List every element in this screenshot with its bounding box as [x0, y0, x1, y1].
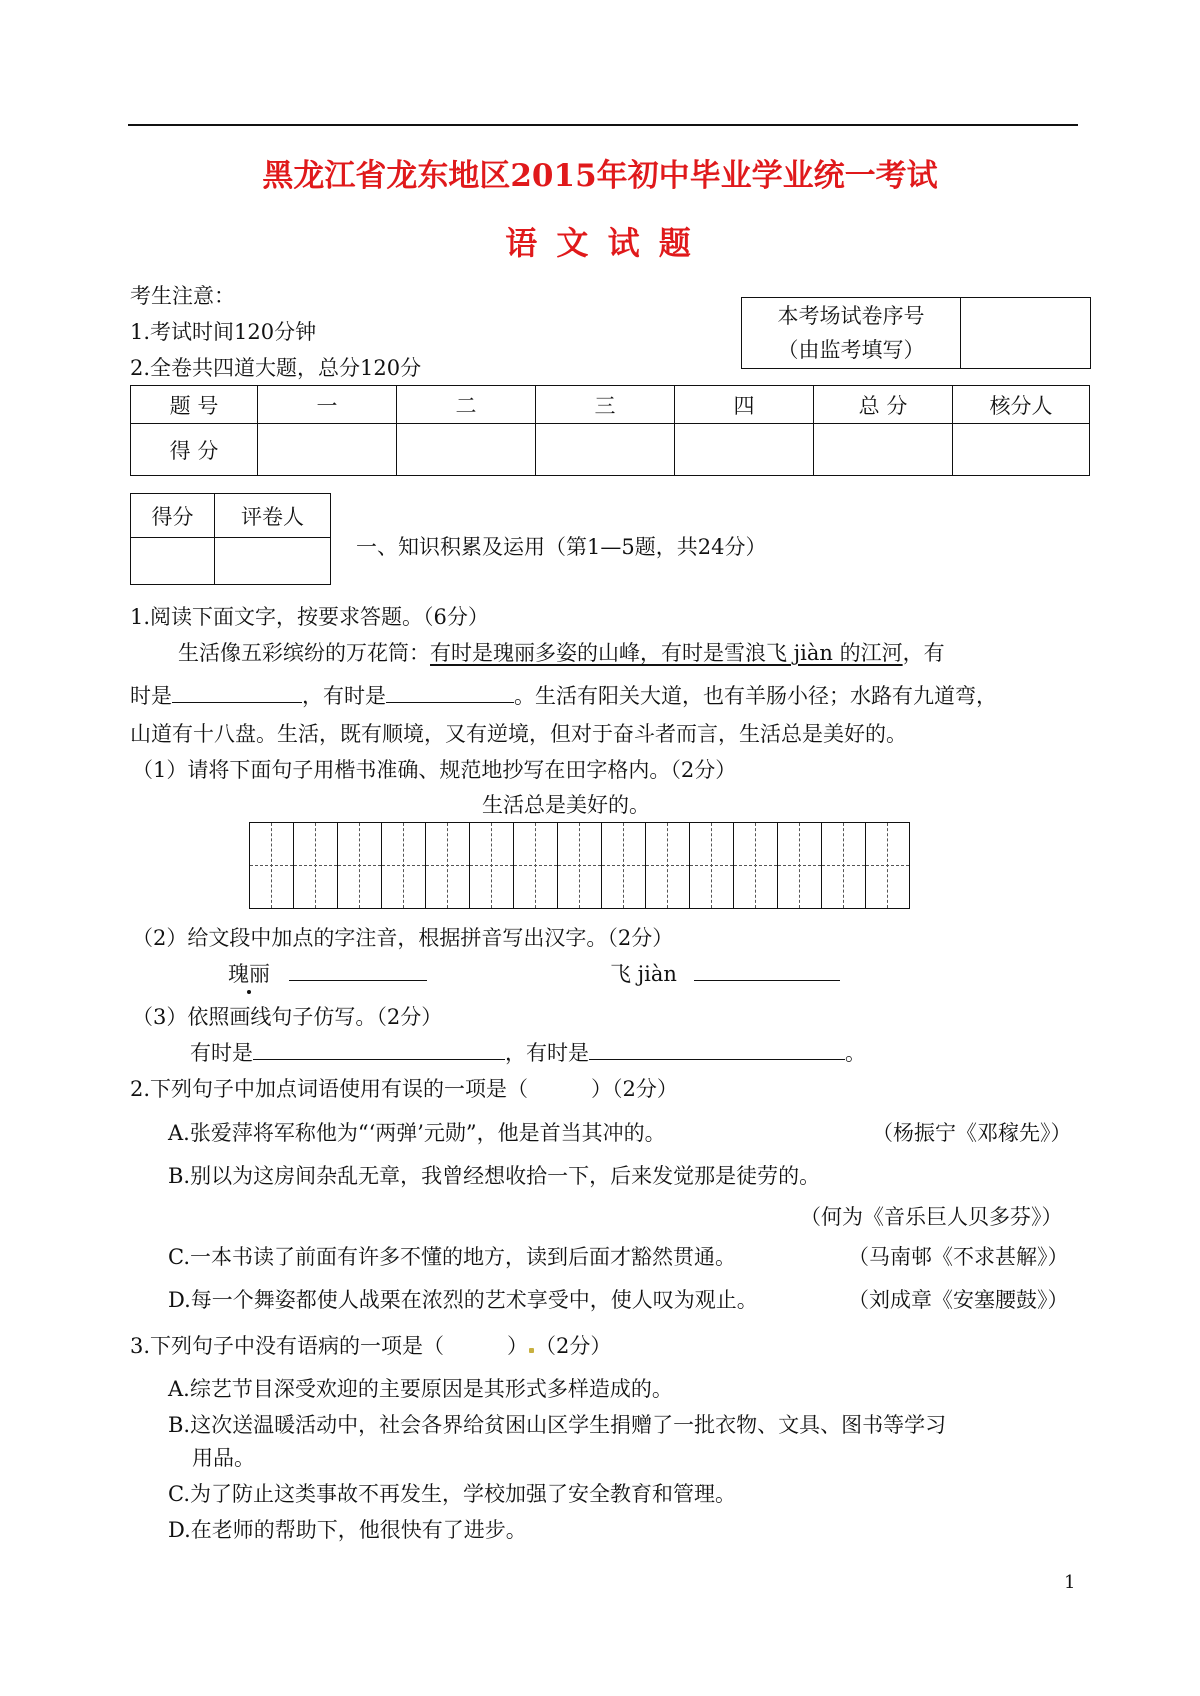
grid-cell[interactable]	[777, 823, 821, 908]
score-header-cell: 题 号	[131, 386, 258, 424]
q1-underlined-sentence: 有时是瑰丽多姿的山峰，有时是雪浪飞 jiàn 的江河	[430, 641, 903, 665]
score-cell[interactable]	[258, 424, 397, 476]
q1-stem: 1.阅读下面文字，按要求答题。（6分）	[130, 605, 489, 629]
q3-option-a[interactable]: A.综艺节目深受欢迎的主要原因是其形式多样造成的。	[168, 1377, 673, 1401]
grid-cell[interactable]	[601, 823, 645, 908]
q1-sub1: （1）请将下面句子用楷书准确、规范地抄写在田字格内。（2分）	[132, 758, 737, 782]
q2-option-d[interactable]: D.每一个舞姿都使人战栗在浓烈的艺术享受中，使人叹为观止。	[168, 1288, 758, 1312]
q1-word1-blank[interactable]	[289, 960, 427, 981]
score-cell[interactable]	[675, 424, 814, 476]
mark-dot	[529, 1348, 534, 1353]
q1-line2-b: ，有时是	[302, 684, 386, 708]
q3-option-d[interactable]: D.在老师的帮助下，他很快有了进步。	[168, 1518, 527, 1542]
q2-option-b-source: （何为《音乐巨人贝多芬》）	[800, 1205, 1063, 1229]
q3-option-b-line1[interactable]: B.这次送温暖活动中，社会各界给贫困山区学生捐赠了一批衣物、文具、图书等学习	[168, 1413, 947, 1437]
score-table	[130, 385, 1090, 476]
score-header-cell: 核分人	[953, 386, 1090, 424]
q3-option-c[interactable]: C.为了防止这类事故不再发生，学校加强了安全教育和管理。	[168, 1482, 736, 1506]
grader-box	[130, 493, 331, 585]
exam-subtitle: 语 文 试 题	[505, 224, 695, 262]
score-header-cell: 总 分	[814, 386, 953, 424]
serial-label	[742, 298, 961, 369]
q2-stem: 2.下列句子中加点词语使用有误的一项是（ ）（2分）	[130, 1077, 678, 1101]
notice-item-2: 2.全卷共四道大题，总分120分	[130, 356, 422, 380]
q1-word1-row	[228, 958, 427, 988]
q1-paragraph-line3: 山道有十八盘。生活，既有顺境，又有逆境，但对于奋斗者而言，生活总是美好的。	[130, 722, 907, 746]
grader-name-cell[interactable]	[215, 538, 331, 585]
notice-heading: 考生注意：	[130, 284, 235, 308]
q1-blank-1[interactable]	[172, 682, 302, 703]
q1-word2: 飞 jiàn	[610, 962, 677, 986]
q1-word2-row	[610, 958, 840, 988]
q3-option-b-line2: 用品。	[192, 1446, 255, 1470]
top-rule	[128, 124, 1078, 126]
q1-copy-sentence: 生活总是美好的。	[482, 793, 650, 817]
q1-paragraph-line2	[130, 680, 997, 710]
q1-para-start: 生活像五彩缤纷的万花筒：	[178, 641, 430, 665]
serial-input-cell[interactable]	[961, 298, 1091, 369]
grid-cell[interactable]	[557, 823, 601, 908]
q1-line2-c: 。生活有阳关大道，也有羊肠小径；水路有九道弯，	[514, 684, 997, 708]
grid-cell[interactable]	[821, 823, 865, 908]
score-row-label: 得 分	[131, 424, 258, 476]
notice-item-1: 1.考试时间120分钟	[130, 320, 317, 344]
grid-cell[interactable]	[425, 823, 469, 908]
q3-stem-tail: （2分）	[535, 1334, 612, 1358]
score-header-cell: 三	[536, 386, 675, 424]
serial-label-line2: （由监考填写）	[777, 338, 925, 362]
q1-imitate-blank-2[interactable]	[589, 1039, 845, 1060]
q1-imitate-b: ，有时是	[505, 1041, 589, 1065]
q1-paragraph-line1	[178, 637, 945, 667]
q3-stem: 3.下列句子中没有语病的一项是（ ）	[130, 1334, 529, 1358]
grid-cell[interactable]	[733, 823, 777, 908]
serial-label-line1: 本考场试卷序号	[777, 304, 925, 328]
q2-option-c[interactable]: C.一本书读了前面有许多不懂的地方，读到后面才豁然贯通。	[168, 1245, 736, 1269]
score-cell[interactable]	[397, 424, 536, 476]
q1-word2-blank[interactable]	[694, 960, 840, 981]
grid-cell[interactable]	[645, 823, 689, 908]
grader-score-cell[interactable]	[131, 538, 215, 585]
q1-imitate-end: 。	[845, 1041, 866, 1065]
q1-imitate-a: 有时是	[190, 1041, 253, 1065]
q2-option-d-source: （刘成章《安塞腰鼓》）	[848, 1288, 1069, 1312]
score-header-cell: 二	[397, 386, 536, 424]
grid-cell[interactable]	[337, 823, 381, 908]
q1-sub2: （2）给文段中加点的字注音，根据拼音写出汉字。（2分）	[132, 926, 674, 950]
q1-word1: 瑰丽	[228, 962, 270, 986]
score-cell[interactable]	[953, 424, 1090, 476]
score-cell[interactable]	[536, 424, 675, 476]
grid-cell[interactable]	[865, 823, 909, 908]
score-cell[interactable]	[814, 424, 953, 476]
grid-cell[interactable]	[381, 823, 425, 908]
q1-imitate-row	[190, 1037, 866, 1067]
q1-para-comma: ，有	[902, 641, 945, 665]
q1-blank-2[interactable]	[386, 682, 514, 703]
grid-cell[interactable]	[689, 823, 733, 908]
grid-cell[interactable]	[513, 823, 557, 908]
grader-score-label: 得分	[131, 494, 215, 538]
score-header-cell: 四	[675, 386, 814, 424]
serial-number-box	[741, 297, 1091, 369]
q3-stem-row	[130, 1330, 611, 1360]
grader-name-label: 评卷人	[215, 494, 331, 538]
q2-option-c-source: （马南邨《不求甚解》）	[848, 1245, 1069, 1269]
grid-cell[interactable]	[293, 823, 337, 908]
q1-line2-a: 时是	[130, 684, 172, 708]
grid-cell[interactable]	[469, 823, 513, 908]
page-number: 1	[1064, 1572, 1076, 1593]
q2-option-a-source: （杨振宁《邓稼先》）	[872, 1121, 1072, 1145]
exam-title: 黑龙江省龙东地区2015年初中毕业学业统一考试	[262, 158, 938, 194]
q2-option-a[interactable]: A.张爱萍将军称他为“‘两弹’元勋”，他是首当其冲的。	[168, 1121, 666, 1145]
score-header-cell: 一	[258, 386, 397, 424]
q1-sub3: （3）依照画线句子仿写。（2分）	[132, 1005, 443, 1029]
q1-imitate-blank-1[interactable]	[253, 1039, 505, 1060]
q2-option-b[interactable]: B.别以为这房间杂乱无章，我曾经想收拾一下，后来发觉那是徒劳的。	[168, 1164, 821, 1188]
grid-cell[interactable]	[250, 823, 293, 908]
tianzi-grid[interactable]	[249, 822, 910, 909]
section-1-heading: 一、知识积累及运用（第1—5题，共24分）	[356, 535, 767, 559]
